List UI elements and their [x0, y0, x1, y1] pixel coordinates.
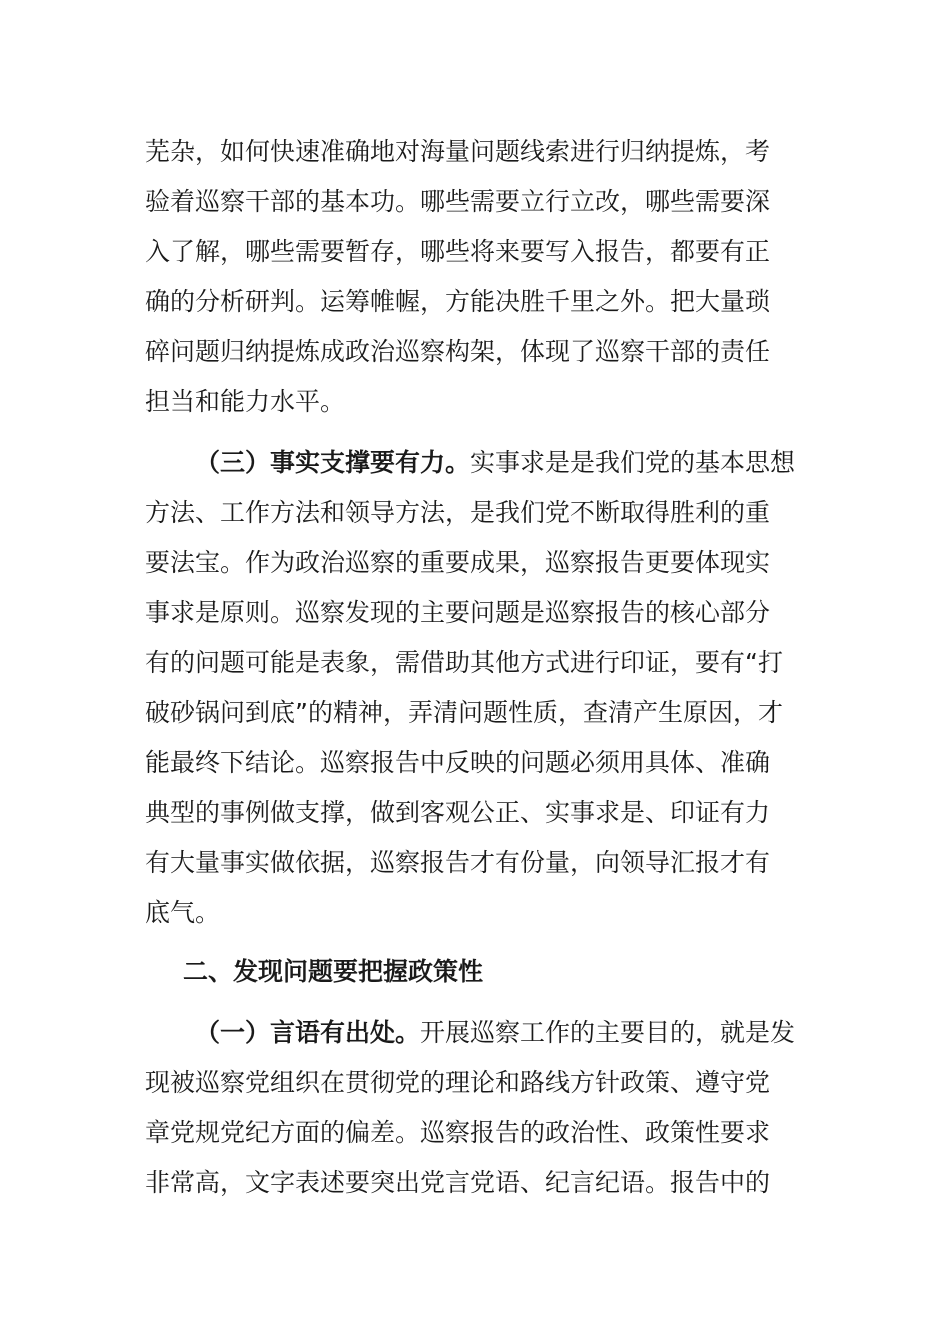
paragraph-line: 有的问题可能是表象，需借助其他方式进行印证，要有“打 — [145, 648, 783, 677]
paragraph-line: 非常高，文字表述要突出党言党语、纪言纪语。报告中的 — [145, 1168, 771, 1197]
paragraph-line: 章党规党纪方面的偏差。巡察报告的政治性、政策性要求 — [145, 1118, 771, 1147]
paragraph-first-line — [195, 1018, 795, 1048]
section-heading: 二、发现问题要把握政策性 — [183, 957, 484, 986]
paragraph-line: 芜杂，如何快速准确地对海量问题线索进行归纳提炼，考 — [145, 137, 771, 166]
paragraph-line: 担当和能力水平。 — [145, 387, 346, 416]
paragraph-first-line — [195, 448, 795, 478]
paragraph-line: 底气。 — [145, 898, 221, 927]
paragraph-line: 要法宝。作为政治巡察的重要成果，巡察报告更要体现实 — [145, 548, 771, 577]
paragraph-line: 入了解，哪些需要暂存，哪些将来要写入报告，都要有正 — [145, 237, 771, 266]
paragraph-line: 现被巡察党组织在贯彻党的理论和路线方针政策、遵守党 — [145, 1068, 771, 1097]
paragraph-line: 有大量事实做依据，巡察报告才有份量，向领导汇报才有 — [145, 848, 771, 877]
paragraph-line: 方法、工作方法和领导方法，是我们党不断取得胜利的重 — [145, 498, 771, 527]
paragraph-line: 验着巡察干部的基本功。哪些需要立行立改，哪些需要深 — [145, 187, 771, 216]
subsection-heading: （三）事实支撑要有力。 — [195, 448, 471, 477]
paragraph-line: 碎问题归纳提炼成政治巡察构架，体现了巡察干部的责任 — [145, 337, 771, 366]
paragraph-line: 确的分析研判。运筹帷幄，方能决胜千里之外。把大量琐 — [145, 287, 771, 316]
paragraph-line: 事求是原则。巡察发现的主要问题是巡察报告的核心部分 — [145, 598, 771, 627]
paragraph-text: 实事求是是我们党的基本思想 — [470, 448, 796, 477]
paragraph-line: 破砂锅问到底”的精神，弄清问题性质，查清产生原因，才 — [145, 698, 783, 727]
subsection-heading: （一）言语有出处。 — [195, 1018, 421, 1047]
paragraph-line: 典型的事例做支撑，做到客观公正、实事求是、印证有力 — [145, 798, 771, 827]
paragraph-line: 能最终下结论。巡察报告中反映的问题必须用具体、准确 — [145, 748, 771, 777]
paragraph-text: 开展巡察工作的主要目的，就是发 — [420, 1018, 796, 1047]
